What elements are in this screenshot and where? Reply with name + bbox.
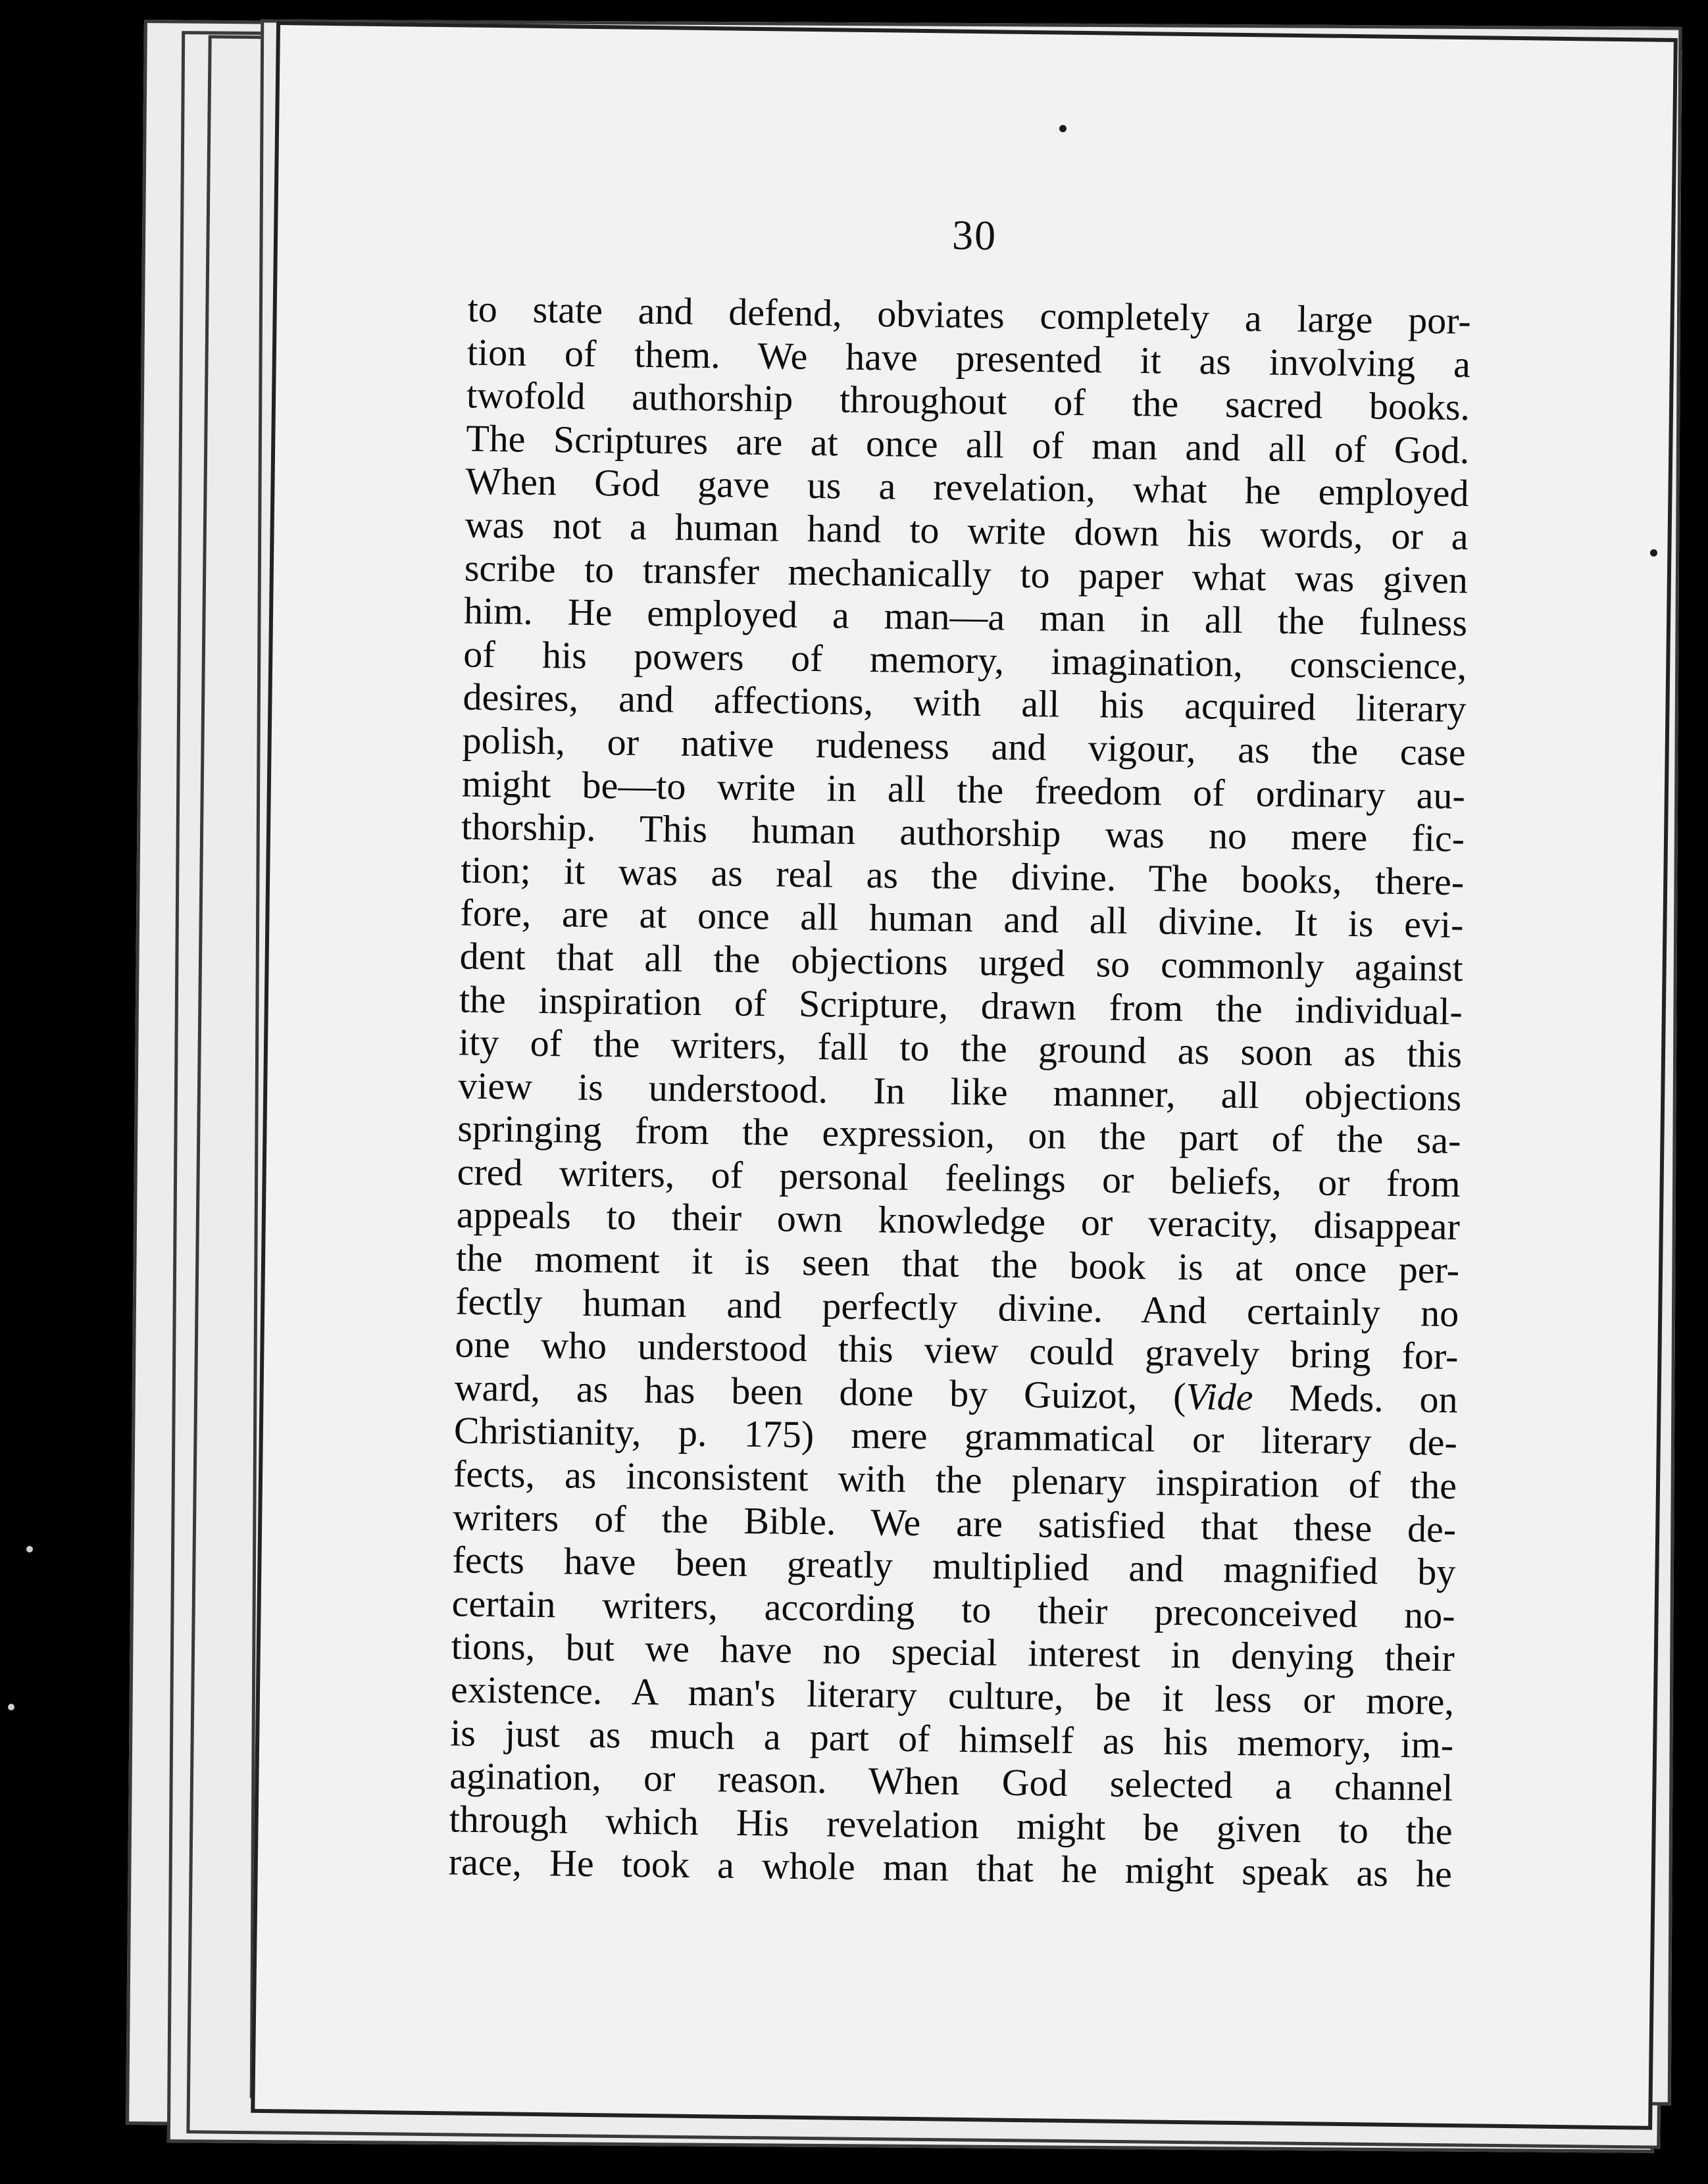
text-line: desires, and affections, with all his acquired literary xyxy=(463,675,1467,731)
text-line: scribe to transfer mechanically to paper what was given xyxy=(464,546,1469,601)
text-line: thorship. This human authorship was no mere fic- xyxy=(461,805,1465,860)
text-line: fectly human and perfectly divine. And certainly no xyxy=(455,1279,1459,1335)
text-line: is just as much a part of himself as his memory, im- xyxy=(449,1711,1454,1766)
text-line: The Scriptures are at once all of man and all of God. xyxy=(465,416,1470,472)
text-line: fects have been greatly multiplied and magnified by xyxy=(452,1538,1456,1594)
text-line: him. He employed a man—a man in all the fulness xyxy=(463,589,1468,645)
text-line: to state and defend, obviates completely a large por- xyxy=(467,287,1472,343)
book-page xyxy=(251,21,1678,2130)
text-line: cred writers, of personal feelings or beliefs, or from xyxy=(457,1150,1461,1205)
text-line: of his powers of memory, imagination, conscience, xyxy=(463,632,1467,687)
text-run: Meds. on xyxy=(1253,1376,1459,1421)
text-line: view is understood. In like manner, all objections xyxy=(457,1064,1462,1119)
text-line: existence. A man's literary culture, be it less or more, xyxy=(450,1668,1455,1724)
scan-speck xyxy=(8,1704,14,1710)
text-line: polish, or native rudeness and vigour, as the case xyxy=(462,718,1467,774)
scan-speck xyxy=(1059,125,1067,132)
text-line: through which His revelation might be given to the xyxy=(449,1797,1453,1852)
text-line: one who understood this view could gravely bring for- xyxy=(455,1322,1459,1378)
text-line: springing from the expression, on the part of the sa- xyxy=(457,1106,1461,1162)
text-line: fore, are at once all human and all divine. It is evi- xyxy=(460,891,1464,947)
scan-speck xyxy=(26,1546,33,1552)
text-line: was not a human hand to write down his words, or a xyxy=(465,503,1469,558)
scan-speck xyxy=(1650,549,1657,557)
text-line: the inspiration of Scripture, drawn from the individual- xyxy=(459,977,1463,1033)
text-line: might be—to write in all the freedom of ordinary au- xyxy=(461,762,1466,817)
text-line: tion of them. We have presented it as involving a xyxy=(466,330,1471,385)
text-line: writers of the Bible. We are satisfied that these de- xyxy=(452,1495,1457,1551)
text-line: agination, or reason. When God selected a channel xyxy=(449,1754,1453,1810)
text-line: race, He took a whole man that he might speak as he xyxy=(448,1840,1453,1896)
text-line: When God gave us a revelation, what he employed xyxy=(465,459,1469,515)
text-line: appeals to their own knowledge or veracity, disappear xyxy=(456,1193,1461,1249)
text-line: the moment it is seen that the book is at once per- xyxy=(455,1236,1460,1292)
text-line: fects, as inconsistent with the plenary inspiration of the xyxy=(453,1452,1457,1508)
text-line: tion; it was as real as the divine. The books, there- xyxy=(460,848,1465,903)
body-text xyxy=(449,287,1472,1896)
italic-word: Vide xyxy=(1186,1374,1253,1419)
text-line: dent that all the objections urged so commonly against xyxy=(459,934,1464,990)
text-line: ity of the writers, fall to the ground as soon as this xyxy=(458,1020,1463,1076)
text-line: tions, but we have no special interest in denying their xyxy=(451,1624,1455,1680)
text-run: ward, as has been done by Guizot, ( xyxy=(454,1366,1186,1418)
text-line: Christianity, p. 175) mere grammatical or literary de- xyxy=(453,1408,1458,1464)
page-number: 30 xyxy=(951,211,997,259)
text-line: certain writers, according to their preconceived no- xyxy=(451,1581,1456,1637)
text-line: twofold authorship throughout of the sacred books. xyxy=(466,373,1470,429)
